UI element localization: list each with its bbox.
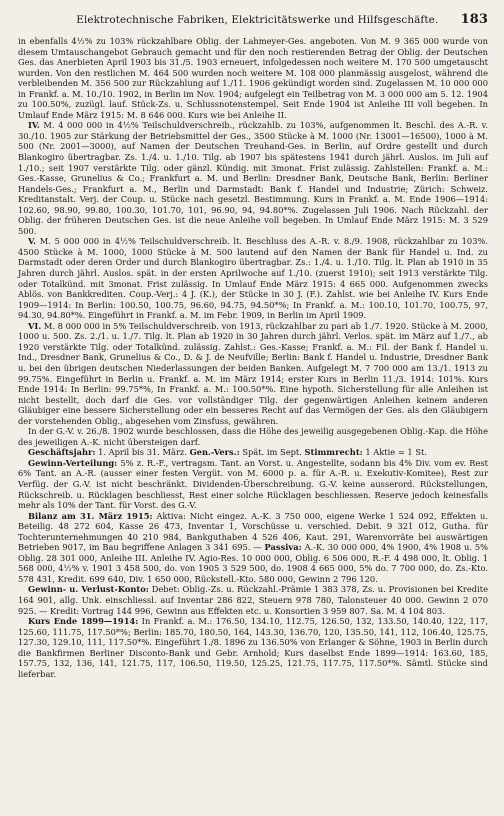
anleihe-iv-lead: IV.: [28, 120, 40, 131]
paragraph-bilanz: [18, 511, 488, 585]
gewinn-verlust-lead: Gewinn- u. Verlust-Konto:: [28, 584, 149, 595]
paragraph-anleihe-iv: [18, 120, 488, 236]
geschaeftsjahr-text: 1. April bis 31. März.: [98, 447, 187, 458]
running-head: [18, 12, 488, 27]
paragraph-gewinn-verlust: [18, 584, 488, 616]
gewinn-verlust-text: Debet: Oblig.-Zs. u. Rückzahl.-Prämie 1 383 378, Zs. u. Provisionen bei Kredite 164 901, allg. Unk. einschliessl. auf Inventar 286 822, Steuern 978 780, Talonsteuer 40 000. Gewinn 2 070 925. — Kredit: Vortrag 144 996, Gewinn aus Effekten etc. u. Konsortien 3 959 807. Sa. M. 4 104 803.: [18, 584, 488, 616]
stimmrecht-text: 1 Aktie = 1 St.: [365, 447, 427, 458]
paragraph-gv-1902: In der G.-V. v. 26./8. 1902 wurde beschlossen, dass die Höhe des jeweilig ausgegebenen Oblig.-Kap. die Höhe des jeweiligen A.-K. nicht übersteigen darf.: [18, 426, 488, 447]
gen-vers-text: Spät. im Sept.: [242, 447, 302, 458]
anleihe-v-lead: V.: [28, 236, 36, 247]
page-number: 183: [460, 12, 488, 27]
anleihe-iv-text: M. 4 000 000 in 4½% Teilschuldverschreib., rückzahlb. zu 103%, aufgenommen lt. Beschl. des A.-R. v. 30./10. 1905 zur Stärkung der Betriebsmittel der Ges., 3500 Stücke à M. 1000 (Nr. 13001—16500), 1000 à M. 500 (Nr. 2001—3000), auf Namen der Deutschen Treuhand-Ges. in Berlin, auf Ordre gestellt und durch Blankogiro übertragbar. Zs. 1./4. u. 1./10. Tilg. ab 1907 bis spätestens 1941 durch jährl. Auslos. im Juli auf 1./10.; seit 1907 verstärkte Tilg. oder gänzl. Kündig. mit 3monat. Frist zulässig. Zahlstellen: Frankf. a. M.: Ges.-Kasse, Grunelius & Co.; Frankfurt a. M. und Berlin: Dresdner Bank, Deutsche Bank, Berlin: Berliner Handels-Ges.; Frankfurt a. M., Berlin und Darmstadt: Bank f. Handel und Industrie; Zürich: Schweiz. Kreditanstalt. Verj. der Coup. u. Stücke nach gesetzl. Bestimmung. Kurs in Frankf. a. M. Ende 1906—1914: 102.60, 98.90, 99.80, 100.30, 101.70, 101, 96.90, 94, 94.80*%. Zugelassen Juli 1906. Nach Rückzahl. der Oblig. der früheren Deutschen Ges. ist die neue Anleihe voll begeben. In Umlauf Ende März 1915: M. 3 529 500.: [18, 120, 488, 236]
anleihe-vi-text: M. 8 000 000 in 5% Teilschuldverschreib. von 1913, rückzahlbar zu pari ab 1./7. 1920. Stücke à M. 2000, 1000 u. 500. Zs. 2./1. u. 1./7. Tilg. lt. Plan ab 1920 in 30 Jahren durch jährl. Verlos. spät. im März auf 1./7., ab 1920 verstärkte Tilg. oder Totalkünd. zulässig. Zahlst.: Ges.-Kasse; Frankf. a. M.: Fil. der Bank f. Handel u. Ind., Dresdner Bank, Grunelius & Co., D. & J. de Neufville; Berlin: Bank f. Handel u. Industrie, Dresdner Bank u. bei den übrigen deutschen Niederlassungen der beiden Banken. Aufgelegt M. 7 700 000 am 13./1. 1913 zu 99.75%. Eingeführt in Berlin u. Frankf. a. M. im März 1914; erster Kurs in Berlin 11./3. 1914: 101%. Kurs Ende 1914: In Berlin: 99.75*%, In Frankf. a. M.: 100.50*%. Eine hypoth. Sicherstellung für alle Anleihen ist nicht bestellt, doch darf die Ges. vor vollständiger Tilg. der gegenwärtigen Anleihen keinem anderen Gläubiger eine bessere Sicherstellung oder ein besseres Recht auf das Vermögen der Ges. als den Gläubigern der vorstehenden Oblig., abgesehen vom Zinsfuss, gewähren.: [18, 320, 488, 426]
running-head-title: Elektrotechnische Fabriken, Elektricitätswerke und Hilfsgeschäfte.: [76, 14, 439, 26]
paragraph-geschaeftsjahr: [18, 447, 488, 458]
gen-vers-lead: Gen.-Vers.:: [189, 447, 240, 458]
passiva-text: A.-K. 30 000 000, 4% 1900, 4% 1908 u. 5% Oblig. 28 301 000, Anleihe III. Anleihe IV. Agio-Res. 10 000 000, Oblig. 6 506 000, R.-F. 4 498 000, lt. Oblig. 1 568 000, 4½% v. 1901 3 458 500, do. von 1905 3 529 500, do. 1908 4 665 000, 5% do. 7 700 000, do. Zs.-Kto. 578 431, Kredit. 699 640, Div. 1 650 000, Rückstell.-Kto. 580 000, Gewinn 2 796 120.: [18, 542, 488, 584]
gewinn-verteilung-text: 5% z. R.-F., vertragsm. Tant. an Vorst. u. Angestellte, sodann bis 4% Div. vom ev. Rest 6% Tant. an A.-R. (ausser einer festen Vergüt. von M. 6000 p. a. für A.-R. u. Exekutiv-Komitee), Rest zur Verfüg. der G.-V. ist nicht beschränkt. Dividenden-Überschreibung. G.-V. keine ausserord. Rückstellungen, Rückschreib. u. Rücklagen beschliesst, Rest einer solche Rücklagen beschliessen. Reserve jedoch keinesfalls mehr als 10% der Tant. für Vorst. des G.-V.: [18, 457, 488, 511]
kurs-lead: Kurs Ende 1899—1914:: [28, 616, 139, 627]
passiva-lead: Passiva:: [264, 542, 302, 553]
stimmrecht-lead: Stimmrecht:: [304, 447, 363, 458]
paragraph-gewinn-verteilung: [18, 458, 488, 511]
geschaeftsjahr-lead: Geschäftsjahr:: [28, 447, 96, 458]
bilanz-text: Aktiva: Nicht eingez. A.-K. 3 750 000, eigene Werke 1 524 092, Effekten u. Beteilig. 48 272 604, Kasse 26 473, Inventar 1, Vorschüsse u. verschied. Debit. 9 321 012, Gutha. für Tochterunternehmungen 40 210 984, Bankguthaben 4 526 406, Kaut. 291, Warenvorräte bei auswärtigen Betrieben 9017, im Bau begriffene Anlagen 3 341 695. —: [18, 510, 489, 553]
paragraph-anleihe-v: [18, 236, 488, 320]
anleihe-vi-lead: VI.: [28, 320, 42, 331]
paragraph-anleihe-vi: [18, 321, 488, 426]
kurs-text: In Frankf. a. M.: 176.50, 134.10, 112.75, 126.50, 132, 133.50, 140.40, 122, 117, 125.60, 111.75, 117.50*%; Berlin: 185.70, 180.50, 164, 143.30, 136.70, 120, 135.50, 141, 112, 106.40, 125.75, 127.30, 129.10, 111, 117.50*%. Eingeführt 1./8. 1896 zu 136.50% von Erlanger & Söhne, 1903 in Berlin durch die Bankfirmen Berliner Disconto-Bank und Gebr. Arnhold; Kurs daselbst Ende 1899—1914: 163.60, 185, 157.75, 132, 136, 141, 121.75, 117, 106.50, 119.50, 125.25, 121.75, 117.75, 117.50*%. Sämtl. Stücke sind lieferbar.: [18, 616, 488, 679]
paragraph-kurs: [18, 616, 488, 679]
bilanz-lead: Bilanz am 31. März 1915:: [28, 510, 153, 521]
paragraph-anleihe-iii: in ebenfalls 4½% zu 103% rückzahlbare Oblig. der Lahmeyer-Ges. angeboten. Von M. 9 365 000 wurde von diesem Umtauschangebot Gebrauch gemacht und für den noch restierenden Betrag der Oblig. der Deutschen Ges. das Anerbieten April 1903 bis 31./5. 1903 erneuert, infolgedessen noch weitere M. 170 500 umgetauscht wurden. Von den restlichen M. 464 500 wurden noch weitere M. 108 000 planmässig ausgelost, während die verbleibenden M. 356 500 zur Rückzahlung auf 1./11. 1906 gekündigt worden sind. Zugelassen M. 10 000 000 in Frankf. a. M. 10./10. 1902, in Berlin im Nov. 1904; aufgelegt ein Teilbetrag von M. 3 000 000 am 5. 12. 1904 zu 100.50%, zuzügl. lauf. Stück-Zs. u. Schlussnotenstempel. Seit Ende 1904 ist Anleihe III voll begeben. In Umlauf Ende März 1915: M. 8 646 000. Kurs wie bei Anleihe II.: [18, 36, 488, 120]
anleihe-v-text: M. 5 000 000 in 4½% Teilschuldverschreib. lt. Beschluss des A.-R. v. 8./9. 1908, rückzahlbar zu 103%. 4500 Stücke à M. 1000, 1000 Stücke à M. 500 lautend auf den Namen der Bank für Handel u. Ind. zu Darmstadt oder deren Order und durch Blankogiro übertragbar. Zs.: 1./4. u. 1./10. Tilg. lt. Plan ab 1910 in 35 Jahren durch jährl. Auslos. spät. in der ersten Aprilwoche auf 1./10. (zuerst 1910); seit 1913 verstärkte Tilg. oder Totalkünd. mit 3monat. Frist zulässig. In Umlauf Ende März 1915: 4 665 000. Aufgenommen zwecks Ablös. von Bankkrediten. Coup.-Verj.: 4 J. (K.), der Stücke in 30 J. (F.). Zahlst. wie bei Anleihe IV. Kurs Ende 1909—1914: In Berlin: 100.50, 100.75, 96.60, 94.75, 94.50*%; In Frankf. a. M.: 100.10, 101.70, 100.75, 97, 94.30, 94.80*%. Eingeführt in Frankf. a. M. im Febr. 1909, in Berlin im April 1909.: [18, 236, 488, 321]
gewinn-verteilung-lead: Gewinn-Verteilung:: [28, 457, 118, 468]
body-text: [18, 36, 488, 679]
